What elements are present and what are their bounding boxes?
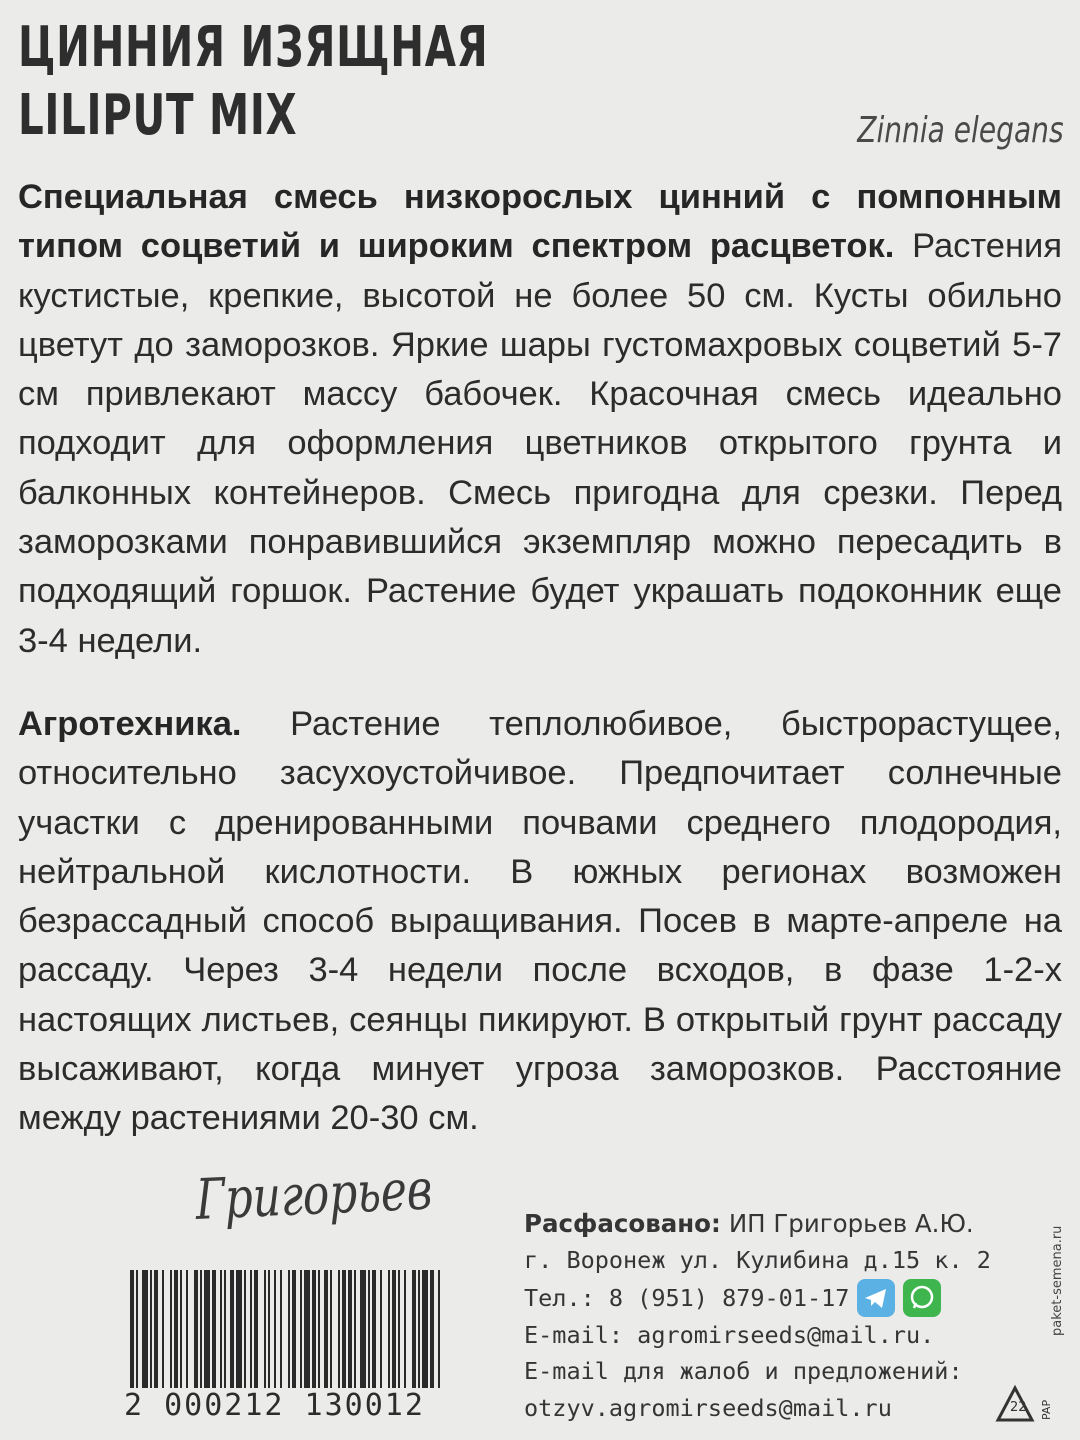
barcode-bar [194,1270,198,1388]
brand-logo: Григорьев [195,1157,434,1233]
barcode-bar [354,1270,356,1388]
title-line-1: ЦИННИЯ ИЗЯЩНАЯ [18,15,489,80]
barcode-bar [392,1270,396,1388]
phone-row [524,1279,991,1317]
barcode-bar [244,1270,246,1388]
packer-row [524,1206,991,1242]
barcode-bar [438,1270,440,1388]
barcode-bar [418,1270,420,1388]
agrotech-paragraph [18,700,1062,1144]
barcode-bar [204,1270,210,1388]
barcode-bar [404,1270,406,1388]
barcode-bar [154,1270,158,1388]
barcode-bar [220,1270,222,1388]
barcode-bar [412,1270,416,1388]
description-text: Растения кустистые, крепкие, высотой не более 50 см. Кусты обильно цветут до заморозков. Яркие шары густомахровых соцветий 5-7 см привлекают массу бабочек. Красочная смесь идеально подходит для оформления цветников открытого грунта и балконных контейнеров. Смесь пригодна для срезки. Перед заморозками понравившийся экземпляр можно пересадить в подходящий горшок. Растение будет украшать подоконник еще 3-4 недели. [18,227,1063,660]
barcode-bar [264,1270,266,1388]
barcode [128,1270,443,1390]
latin-name: Zinnia elegans [857,110,1064,151]
contacts-block [524,1206,991,1426]
barcode-bar [254,1270,258,1388]
telegram-icon[interactable] [857,1279,895,1317]
description-lead: Специальная смесь низкорослых цинний с помпонным типом соцветий и широким спектром расцветок. [18,178,1062,266]
barcode-bar [150,1270,152,1388]
description-paragraph [18,173,1062,666]
barcode-bar [324,1270,328,1388]
recycle-code: 22 [1010,1400,1027,1415]
barcode-bar [236,1270,242,1388]
barcode-bar [318,1270,320,1388]
barcode-bar [130,1270,134,1388]
barcode-digits: 2 000212 130012 [124,1388,425,1423]
barcode-bar [422,1270,428,1388]
phone: Тел.: 8 (951) 879-01-17 [524,1283,850,1312]
complaints-label: E-mail для жалоб и предложений: [524,1357,963,1386]
barcode-bar [292,1270,296,1388]
barcode-bar [372,1270,376,1388]
barcode-bar [348,1270,352,1388]
barcode-bar [368,1270,370,1388]
barcode-bar [388,1270,390,1388]
barcode-bar [162,1270,164,1388]
barcode-bar [250,1270,252,1388]
recycle-label: PAP [1040,1399,1053,1420]
barcode-bar [342,1270,346,1388]
barcode-bar [180,1270,182,1388]
address: г. Воронеж ул. Кулибина д.15 к. 2 [524,1246,991,1275]
barcode-bar [230,1270,234,1388]
agrotech-text: Растение теплолюбивое, быстрорастущее, относительно засухоустойчивое. Предпочитает солнечные участки с дренированными почвами среднего плодородия, нейтральной кислотности. В южных регионах возможен безрассадный способ выращивания. Посев в марте-апреле на рассаду. Через 3-4 недели после всходов, в фазе 1-2-х настоящих листьев, сеянцы пикируют. В открытый грунт рассаду высаживают, когда минует угроза заморозков. Расстояние между растениями 20-30 см. [18,705,1062,1138]
side-website-text: paket-semena.ru [1050,1225,1065,1336]
barcode-bar [380,1270,382,1388]
barcode-bar [224,1270,226,1388]
barcode-bar [142,1270,148,1388]
whatsapp-icon[interactable] [903,1279,941,1317]
barcode-bar [212,1270,216,1388]
barcode-bar [312,1270,316,1388]
barcode-bar [330,1270,332,1388]
agrotech-heading: Агротехника. [18,705,242,743]
product-title [18,14,488,150]
barcode-bar [300,1270,302,1388]
title-line-2: LILIPUT MIX [18,83,298,148]
barcode-bar [304,1270,310,1388]
barcode-bar [360,1270,366,1388]
packed-label: Расфасовано: [524,1209,721,1238]
barcode-bar [268,1270,270,1388]
barcode-bar [170,1270,172,1388]
barcode-bar [430,1270,434,1388]
barcode-bar [338,1270,340,1388]
barcode-bars [128,1270,443,1390]
barcode-bar [274,1270,276,1388]
barcode-bar [280,1270,282,1388]
barcode-bar [200,1270,202,1388]
complaints-email: otzyv.agromirseeds@mail.ru [524,1393,892,1422]
packer-name: ИП Григорьев А.Ю. [728,1209,974,1238]
barcode-bar [174,1270,178,1388]
barcode-bar [288,1270,290,1388]
barcode-bar [186,1270,188,1388]
email: E-mail: agromirseeds@mail.ru. [524,1320,935,1349]
barcode-bar [398,1270,400,1388]
barcode-bar [136,1270,138,1388]
